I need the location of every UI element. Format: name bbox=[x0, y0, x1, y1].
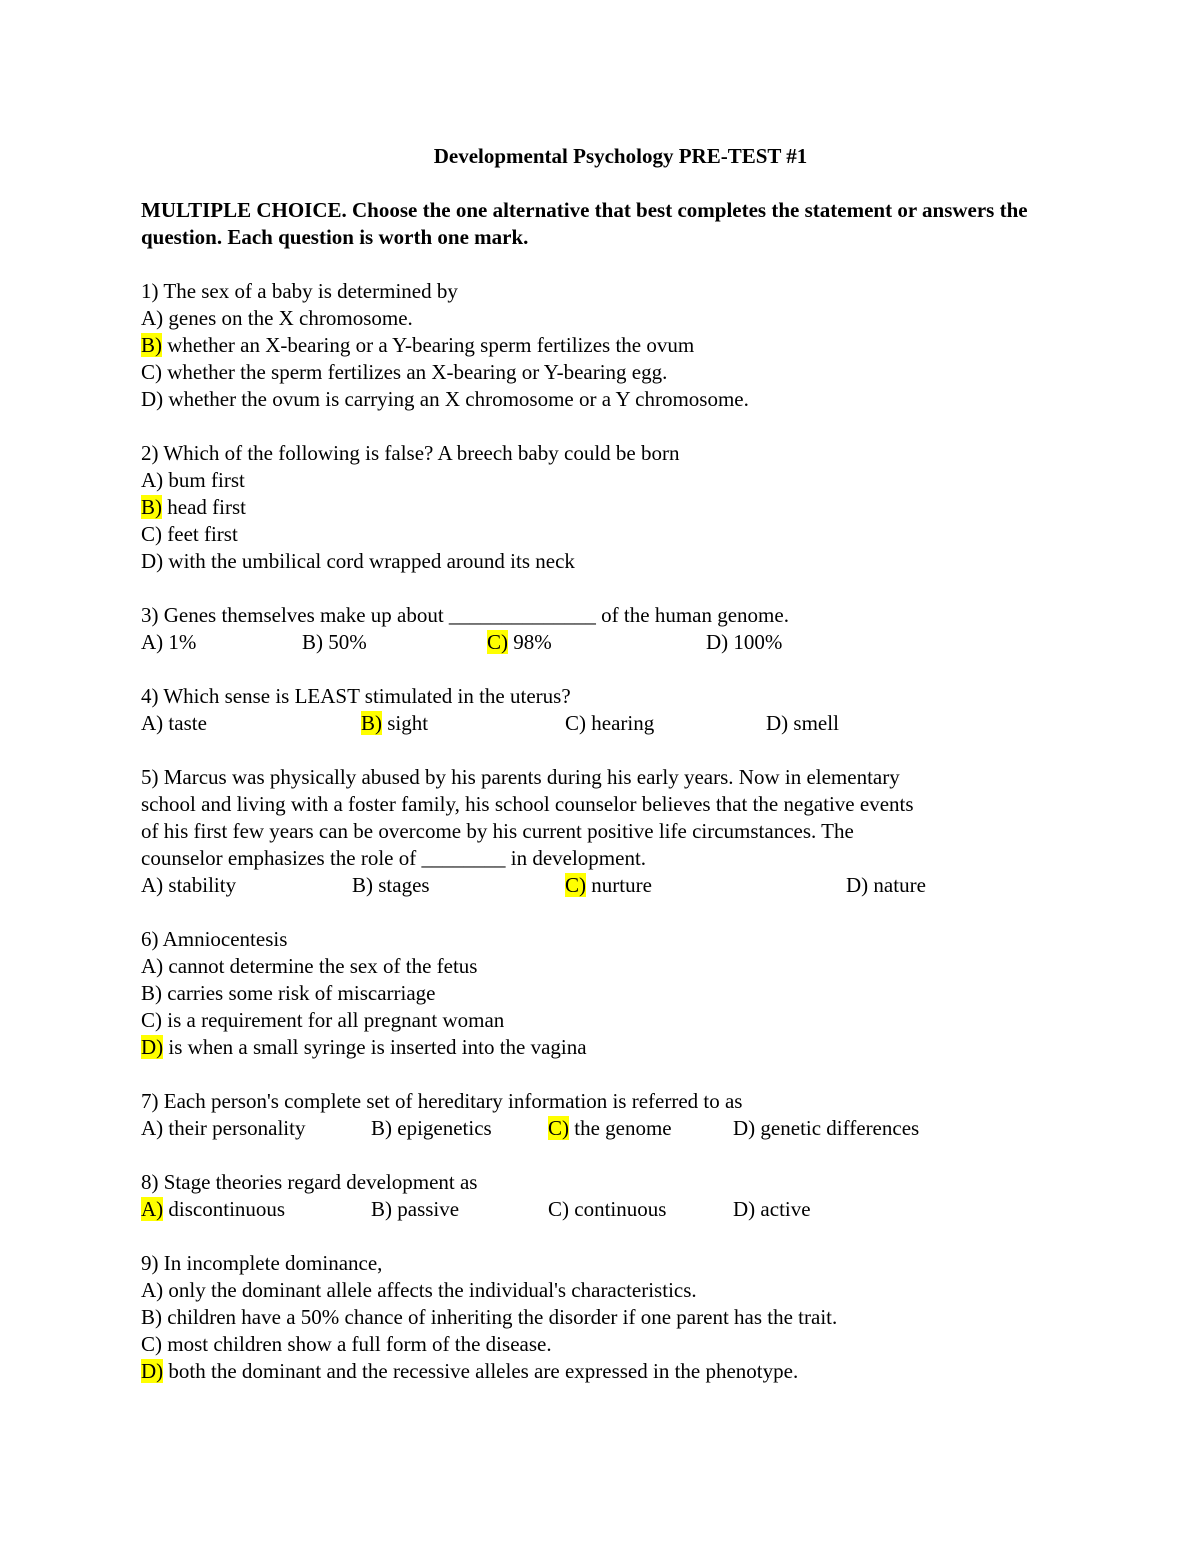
option-text: head first bbox=[162, 495, 246, 519]
option-letter: A) bbox=[141, 873, 164, 897]
option-letter: C) bbox=[565, 711, 586, 735]
option-text: bum first bbox=[163, 468, 245, 492]
option-text: both the dominant and the recessive alleles are expressed in the phenotype. bbox=[163, 1359, 799, 1383]
option-letter: A) bbox=[141, 1278, 164, 1302]
option-c bbox=[548, 1115, 672, 1142]
option-letter-highlighted: B) bbox=[361, 711, 382, 735]
option-letter: C) bbox=[141, 360, 162, 384]
option-letter: A) bbox=[141, 954, 164, 978]
option-letter: A) bbox=[141, 1116, 164, 1140]
option-letter-highlighted: A) bbox=[141, 1197, 164, 1221]
question-stem: 4) Which sense is LEAST stimulated in the uterus? bbox=[141, 684, 571, 708]
option-text: continuous bbox=[569, 1197, 667, 1221]
option-letter: D) bbox=[766, 711, 789, 735]
option-c bbox=[565, 872, 652, 899]
option-c bbox=[141, 1007, 1100, 1034]
option-c bbox=[141, 521, 1100, 548]
option-b bbox=[141, 332, 1100, 359]
option-a bbox=[141, 1277, 1100, 1304]
option-letter: D) bbox=[846, 873, 869, 897]
option-b bbox=[371, 1115, 492, 1142]
option-row bbox=[141, 629, 1100, 656]
option-letter: C) bbox=[141, 522, 162, 546]
question-7 bbox=[141, 1088, 1100, 1142]
option-text: sight bbox=[382, 711, 429, 735]
option-text: genetic differences bbox=[755, 1116, 920, 1140]
option-letter-highlighted: D) bbox=[141, 1359, 164, 1383]
option-text: 50% bbox=[323, 630, 367, 654]
option-d bbox=[733, 1196, 811, 1223]
option-text: carries some risk of miscarriage bbox=[162, 981, 436, 1005]
option-letter-highlighted: B) bbox=[141, 495, 162, 519]
option-c bbox=[141, 1331, 1100, 1358]
option-letter: A) bbox=[141, 630, 164, 654]
option-a bbox=[141, 629, 196, 656]
option-d bbox=[141, 1358, 1100, 1385]
option-letter: A) bbox=[141, 306, 164, 330]
option-letter-highlighted: C) bbox=[565, 873, 586, 897]
question-stem-line: counselor emphasizes the role of ________ in development. bbox=[141, 846, 647, 870]
option-text: stages bbox=[373, 873, 430, 897]
question-3 bbox=[141, 602, 1100, 656]
question-stem: 3) Genes themselves make up about ______________ of the human genome. bbox=[141, 603, 789, 627]
option-a bbox=[141, 953, 1100, 980]
option-text: discontinuous bbox=[163, 1197, 286, 1221]
option-text: whether an X-bearing or a Y-bearing sperm fertilizes the ovum bbox=[162, 333, 695, 357]
option-text: is when a small syringe is inserted into the vagina bbox=[163, 1035, 587, 1059]
option-a bbox=[141, 467, 1100, 494]
option-letter: B) bbox=[302, 630, 323, 654]
option-letter: D) bbox=[141, 387, 164, 411]
option-d bbox=[141, 386, 1100, 413]
option-row bbox=[141, 1115, 1100, 1142]
question-stem: 6) Amniocentesis bbox=[141, 927, 288, 951]
option-text: whether the sperm fertilizes an X-bearing or Y-bearing egg. bbox=[162, 360, 668, 384]
option-d bbox=[141, 548, 1100, 575]
option-text: smell bbox=[788, 711, 839, 735]
question-stem-line: school and living with a foster family, his school counselor believes that the negative events bbox=[141, 792, 914, 816]
option-letter: D) bbox=[733, 1197, 756, 1221]
option-text: children have a 50% chance of inheriting the disorder if one parent has the trait. bbox=[162, 1305, 838, 1329]
option-letter: B) bbox=[371, 1197, 392, 1221]
option-a bbox=[141, 1196, 285, 1223]
question-9 bbox=[141, 1250, 1100, 1385]
option-letter: B) bbox=[141, 1305, 162, 1329]
option-text: nurture bbox=[586, 873, 652, 897]
option-letter: A) bbox=[141, 468, 164, 492]
option-c bbox=[565, 710, 654, 737]
question-stem: 8) Stage theories regard development as bbox=[141, 1170, 478, 1194]
option-text: genes on the X chromosome. bbox=[163, 306, 413, 330]
option-text: 1% bbox=[163, 630, 197, 654]
option-c bbox=[487, 629, 552, 656]
option-text: active bbox=[755, 1197, 811, 1221]
option-c bbox=[548, 1196, 666, 1223]
option-b bbox=[141, 494, 1100, 521]
instructions: MULTIPLE CHOICE. Choose the one alternative that best completes the statement or answers the question. Each question is worth one mark. bbox=[141, 198, 1028, 249]
option-text: hearing bbox=[586, 711, 655, 735]
option-a bbox=[141, 872, 236, 899]
question-8 bbox=[141, 1169, 1100, 1223]
option-c bbox=[141, 359, 1100, 386]
option-text: epigenetics bbox=[392, 1116, 492, 1140]
option-letter: B) bbox=[371, 1116, 392, 1140]
option-text: cannot determine the sex of the fetus bbox=[163, 954, 478, 978]
option-text: the genome bbox=[569, 1116, 672, 1140]
option-text: taste bbox=[163, 711, 207, 735]
option-text: with the umbilical cord wrapped around its neck bbox=[163, 549, 575, 573]
option-text: only the dominant allele affects the individual's characteristics. bbox=[163, 1278, 697, 1302]
question-stem: 2) Which of the following is false? A breech baby could be born bbox=[141, 441, 680, 465]
option-text: 100% bbox=[728, 630, 783, 654]
option-b bbox=[352, 872, 430, 899]
question-stem-line: 5) Marcus was physically abused by his parents during his early years. Now in elementary bbox=[141, 765, 900, 789]
option-d bbox=[766, 710, 839, 737]
option-a bbox=[141, 305, 1100, 332]
question-1 bbox=[141, 278, 1100, 413]
option-d bbox=[141, 1034, 1100, 1061]
option-b bbox=[361, 710, 428, 737]
option-text: nature bbox=[868, 873, 926, 897]
option-letter: A) bbox=[141, 711, 164, 735]
question-stem: 9) In incomplete dominance, bbox=[141, 1251, 383, 1275]
option-row bbox=[141, 710, 1100, 737]
option-a bbox=[141, 710, 207, 737]
option-letter: B) bbox=[352, 873, 373, 897]
option-b bbox=[141, 1304, 1100, 1331]
question-6 bbox=[141, 926, 1100, 1061]
option-a bbox=[141, 1115, 305, 1142]
option-b bbox=[141, 980, 1100, 1007]
page-title: Developmental Psychology PRE-TEST #1 bbox=[433, 144, 808, 168]
option-letter: C) bbox=[141, 1008, 162, 1032]
option-letter: D) bbox=[706, 630, 729, 654]
option-letter: D) bbox=[141, 549, 164, 573]
option-letter: C) bbox=[548, 1197, 569, 1221]
option-text: 98% bbox=[508, 630, 552, 654]
option-letter-highlighted: B) bbox=[141, 333, 162, 357]
option-text: feet first bbox=[162, 522, 238, 546]
question-4 bbox=[141, 683, 1100, 737]
question-stem: 1) The sex of a baby is determined by bbox=[141, 279, 458, 303]
option-text: is a requirement for all pregnant woman bbox=[162, 1008, 505, 1032]
option-b bbox=[302, 629, 367, 656]
option-letter-highlighted: C) bbox=[487, 630, 508, 654]
option-d bbox=[706, 629, 782, 656]
option-letter: C) bbox=[141, 1332, 162, 1356]
question-2 bbox=[141, 440, 1100, 575]
option-text: passive bbox=[392, 1197, 460, 1221]
question-stem-line: of his first few years can be overcome by his current positive life circumstances. The bbox=[141, 819, 854, 843]
option-letter: B) bbox=[141, 981, 162, 1005]
option-row bbox=[141, 872, 1100, 899]
option-text: stability bbox=[163, 873, 237, 897]
option-b bbox=[371, 1196, 459, 1223]
option-text: their personality bbox=[163, 1116, 306, 1140]
question-5 bbox=[141, 764, 1100, 899]
question-stem: 7) Each person's complete set of hereditary information is referred to as bbox=[141, 1089, 743, 1113]
option-d bbox=[733, 1115, 919, 1142]
option-d bbox=[846, 872, 926, 899]
option-letter-highlighted: D) bbox=[141, 1035, 164, 1059]
option-text: most children show a full form of the disease. bbox=[162, 1332, 552, 1356]
option-text: whether the ovum is carrying an X chromosome or a Y chromosome. bbox=[163, 387, 749, 411]
option-letter: D) bbox=[733, 1116, 756, 1140]
option-row bbox=[141, 1196, 1100, 1223]
option-letter-highlighted: C) bbox=[548, 1116, 569, 1140]
